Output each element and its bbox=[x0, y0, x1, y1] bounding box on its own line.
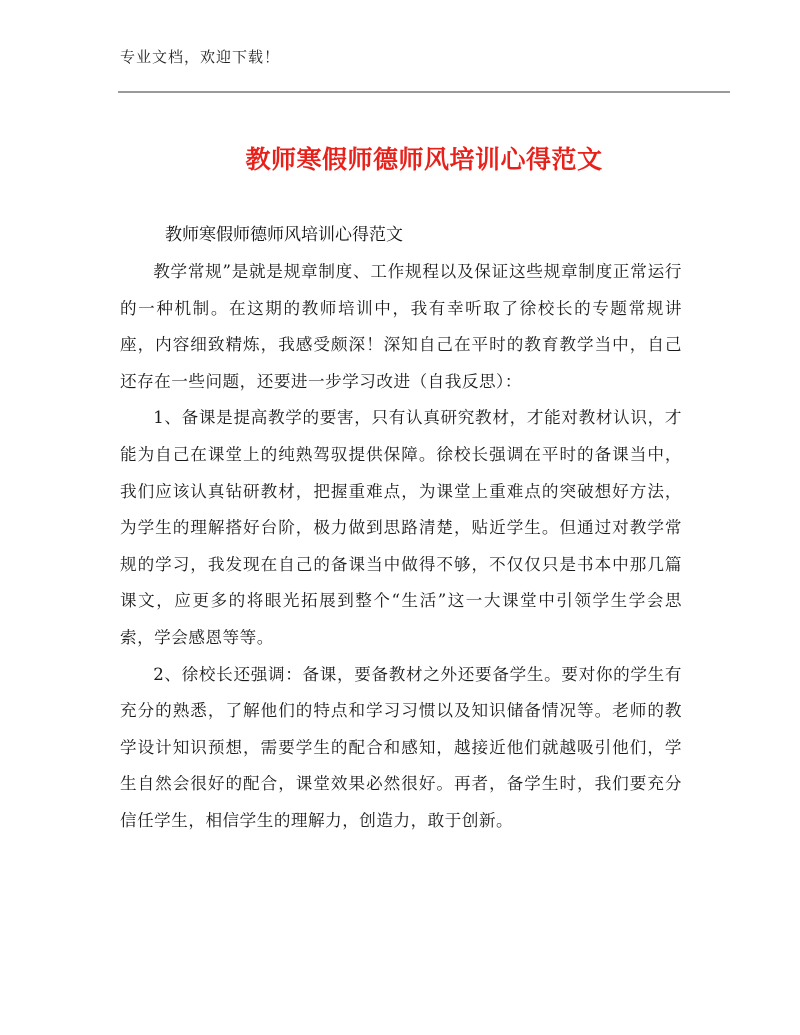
document-subtitle: 教师寒假师德师风培训心得范文 bbox=[165, 225, 403, 245]
paragraph-intro: 教学常规”是就是规章制度、工作规程以及保证这些规章制度正常运行的一种机制。在这期的教师培训中，我有幸听取了徐校长的专题常规讲座，内容细致精炼，我感受颇深！深知自己在平时的教育教学当中，自己还存在一些问题，还要进一步学习改进（自我反思）： bbox=[120, 262, 682, 391]
document-title: 教师寒假师德师风培训心得范文 bbox=[245, 145, 603, 174]
paragraph-point-1: 1、备课是提高教学的要害，只有认真研究教材，才能对教材认识，才能为自己在课堂上的纯熟驾驭提供保障。徐校长强调在平时的备课当中，我们应该认真钻研教材，把握重难点，为课堂上重难点的突破想好方法，为学生的理解搭好台阶，极力做到思路清楚，贴近学生。但通过对教学常规的学习，我发现在自己的备课当中做得不够，不仅仅只是书本中那几篇课文，应更多的将眼光拓展到整个“生活”这一大课堂中引领学生学会思索，学会感恩等等。 bbox=[120, 408, 682, 647]
page-header-text: 专业文档，欢迎下载！ bbox=[120, 48, 281, 66]
paragraph-point-2: 2、徐校长还强调：备课，要备教材之外还要备学生。要对你的学生有充分的熟悉，了解他们的特点和学习习惯以及知识储备情况等。老师的教学设计知识预想，需要学生的配合和感知，越接近他们就越吸引他们，学生自然会很好的配合，课堂效果必然很好。再者，备学生时，我们要充分信任学生，相信学生的理解力，创造力，敢于创新。 bbox=[120, 664, 682, 830]
document-body bbox=[120, 254, 682, 840]
header-divider bbox=[118, 91, 730, 93]
